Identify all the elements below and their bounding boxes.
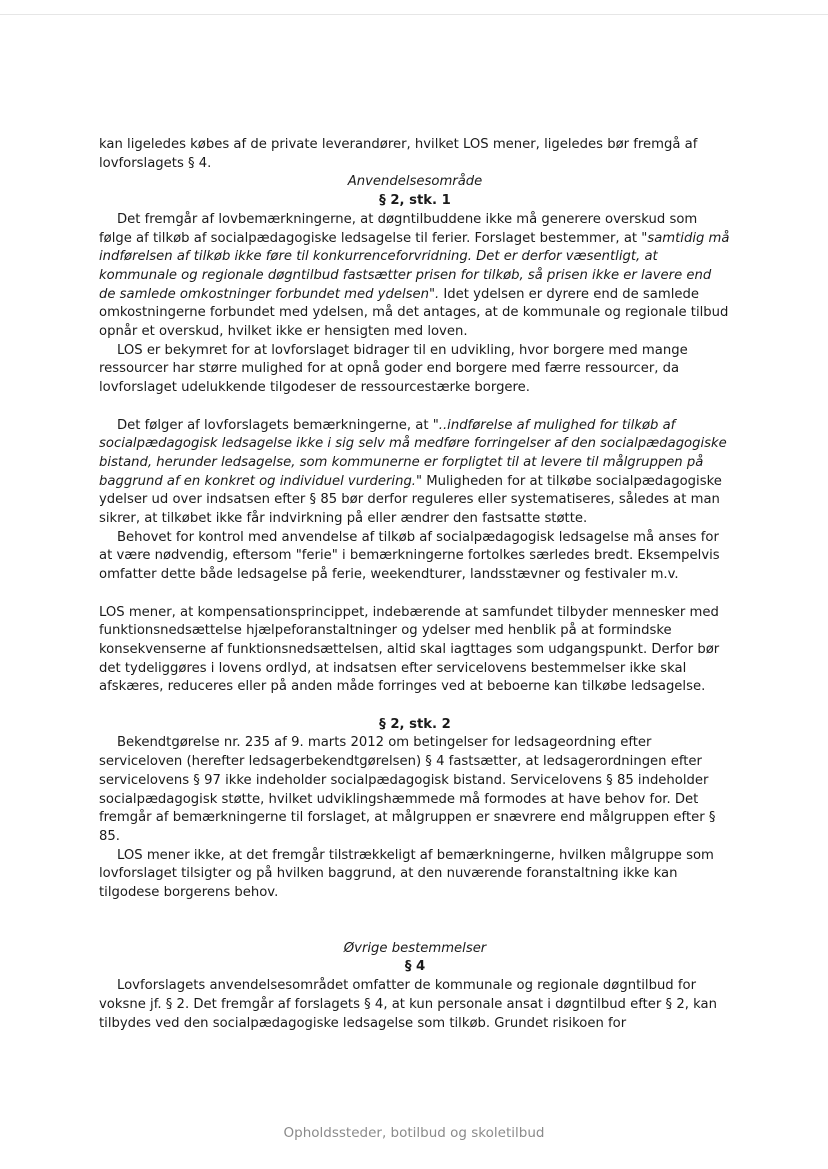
spacer (99, 398, 731, 417)
spacer (99, 697, 731, 716)
paragraph-text: Det fremgår af lovbemærkningerne, at døgntilbuddene ikke må generere overskud som følge af tilkøb af socialpædagogiske ledsagelse til ferier. Forslaget bestemmer, at (99, 211, 698, 246)
top-rule (0, 14, 828, 15)
paragraph-text: Muligheden for at tilkøbe socialpædagogiske ydelser ud over indsatsen efter § 85 bør derfor reguleres eller systematiseres, således at man sikrer, at tilkøbet ikke får indvirkning på eller ændrer den fastsatte støtte. (99, 473, 722, 527)
paragraph-kompensation: LOS mener, at kompensationsprincippet, indebærende at samfundet tilbyder mennesker med funktionsnedsættelse hjælpeforanstaltninger og ydelser med henblik på at formindske konsekvenserne af funktionsnedsættelsen, altid skal iagttages som udgangspunkt. Derfor bør det tydeliggøres i lovens ordlyd, at indsatsen efter servicelovens bestemmelser ikke skal afskæres, reduceres eller på anden måde forringes ved at beboerne kan tilkøbe ledsagelse. (99, 604, 720, 695)
document-body (99, 136, 731, 1033)
paragraph-bemaerkninger (99, 417, 731, 529)
paragraph-kontrol: Behovet for kontrol med anvendelse af tilkøb af socialpædagogisk ledsagelse må anses for at være nødvendig, eftersom "ferie" i bemærkningerne fortolkes særledes bredt. Eksempelvis omfatter dette både ledsagelse på ferie, weekendturer, landsstævner og festivaler m.v. (99, 529, 720, 583)
quote-text: "samtidig må indførelsen af tilkøb ikke føre til konkurrenceforvridning. Det er derfor væsentligt, at kommunale og regionale døgntilbud fastsætter prisen for tilkøb, så prisen ikke er lavere end de samlede omkostninger forbundet med ydelsen". (99, 230, 730, 302)
paragraph-bekymret: LOS er bekymret for at lovforslaget bidrager til en udvikling, hvor borgere med mange ressourcer har større mulighed for at opnå goder end borgere med færre ressourcer, da lovforslaget udelukkende tilgodeser de ressourcestærke borgere. (99, 342, 688, 396)
section-ref-2-stk-1: § 2, stk. 1 (379, 193, 451, 209)
spacer (99, 903, 731, 940)
paragraph-text: Idet ydelsen er dyrere end de samlede omkostningerne forbundet med ydelsen, må det antages, at de kommunale og regionale tilbud opnår et overskud, hvilket ikke er hensigten med loven. (99, 286, 729, 340)
section-ref-2-stk-2: § 2, stk. 2 (379, 716, 451, 732)
section-ref-4: § 4 (404, 959, 426, 975)
intro-paragraph: kan ligeledes købes af de private leverandører, hvilket LOS mener, ligeledes bør fremgå af lovforslagets § 4. (99, 137, 698, 171)
page-footer: Opholdssteder, botilbud og skoletilbud (283, 1125, 545, 1141)
quote-text: "..indførelse af mulighed for tilkøb af socialpædagogisk ledsagelse ikke i sig selv må medføre forringelser af den socialpædagogiske bistand, herunder ledsagelse, som kommunerne er forpligtet til at levere til målgruppen på baggrund af en konkret og individuel vurdering." (99, 417, 727, 489)
spacer (99, 585, 731, 604)
paragraph-bekendtgoerelse: Bekendtgørelse nr. 235 af 9. marts 2012 om betingelser for ledsageordning efter serviceloven (herefter ledsagerbekendtgørelsen) § 4 fastsætter, at ledsagerordningen efter servicelovens § 97 ikke indeholder socialpædagogisk bistand. Servicelovens § 85 indeholder socialpædagogisk støtte, hvilket udviklingshæmmede må formodes at have behov for. Det fremgår af bemærkningerne til forslaget, at målgruppen er snævrere end målgruppen efter § 85. (99, 735, 716, 844)
paragraph-anvendelsesomraadet: Lovforslagets anvendelsesområdet omfatter de kommunale og regionale døgntilbud for voksne jf. § 2. Det fremgår af forslagets § 4, at kun personale ansat i døgntilbud efter § 2, kan tilbydes ved den socialpædagogiske ledsagelse som tilkøb. Grundet risikoen for (99, 978, 717, 1031)
section-heading-anvendelsesomraade: Anvendelsesområde (347, 174, 483, 190)
paragraph-maalgruppe: LOS mener ikke, at det fremgår tilstrækkeligt af bemærkningerne, hvilken målgruppe som lovforslaget tilsigter og på hvilken baggrund, at den nuværende foranstaltning ikke kan tilgodese borgerens behov. (99, 847, 714, 901)
paragraph-overskud (99, 211, 731, 342)
paragraph-text: Det følger af lovforslagets bemærkningerne, at (117, 417, 433, 433)
section-heading-oevrige: Øvrige bestemmelser (343, 940, 487, 956)
